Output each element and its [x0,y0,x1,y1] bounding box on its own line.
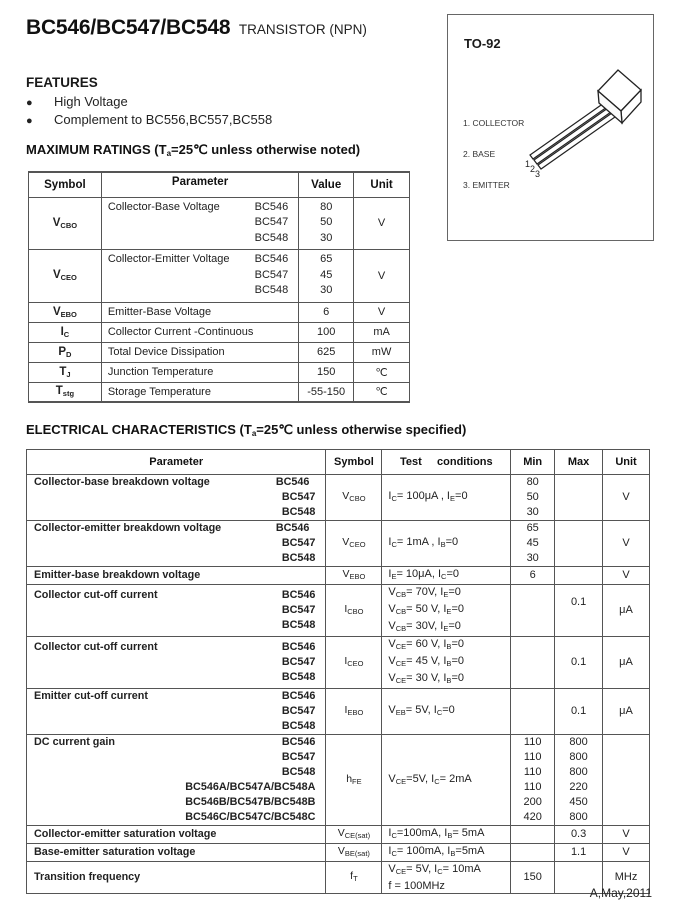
symbol: $I_C$ [29,322,102,342]
table-row [29,342,410,362]
min-value [511,826,555,844]
min-value [511,637,555,689]
table-row [27,826,650,844]
parameter [27,585,326,637]
symbol: $V_{CBO}$ [326,475,382,521]
max-value [555,475,603,521]
col-test-conditions: Test conditions [382,450,511,475]
min-value: 65 45 30 [511,521,555,567]
test-conditions: $I_C= 100mA$, $I_B=5mA$ [382,844,511,862]
max-value: 0.1 [555,637,603,689]
parameter-label: Transition frequency [34,871,141,883]
parameter-line: BC548 [281,552,316,564]
parameter-line: BC547 [281,705,316,717]
table-row [29,382,410,402]
electrical-characteristics-table [26,449,650,894]
svg-text:1: 1 [525,159,531,169]
unit: mA [354,322,410,342]
parameter: Junction Temperature [101,362,298,382]
parameter [27,862,326,894]
table-row [29,362,410,382]
parameter-line: BC548 [281,506,316,518]
table-header-row [29,172,410,197]
table-row [27,689,650,735]
col-symbol: Symbol [29,172,102,197]
parameter [27,521,326,567]
col-parameter: Parameter [27,450,326,475]
parameter-line: Collector-base breakdown voltage BC546 [34,476,310,488]
unit: V [354,250,410,303]
parameter [27,844,326,862]
max-value: 0.1 [555,585,603,637]
max-value: 0.3 [555,826,603,844]
parameter-line: Emitter cut-off current BC546 [34,690,316,702]
table-header-row [27,450,650,475]
parameter-line: DC current gain BC546 [34,736,316,748]
max-value: 0.1 [555,689,603,735]
table-row [27,862,650,894]
symbol: $I_{CEO}$ [326,637,382,689]
parameter-line: BC547 [281,656,316,668]
pin-label-base: 2. BASE [463,149,496,159]
parameter-line: BC548 [281,671,316,683]
parameter: Collector-Base Voltage BC546 BC547 BC548 [101,197,298,250]
parameter-label: Collector-emitter saturation voltage [34,828,217,840]
parameter-line: Collector-emitter breakdown voltage BC546 [34,522,310,534]
unit: V [603,567,650,585]
unit: ℃ [354,362,410,382]
parameter: Total Device Dissipation [101,342,298,362]
test-conditions: $V_{CE}= 5V$, $I_C= 10mA$ f = 100MHz [382,862,511,894]
symbol: $V_{CEO}$ [29,250,102,303]
col-unit: Unit [603,450,650,475]
value: 65 45 30 [299,250,354,303]
parameter-line: BC548 [281,766,316,778]
min-value: 6 [511,567,555,585]
parameter-line: BC548 [281,720,316,732]
value: 100 [299,322,354,342]
to92-transistor-icon [448,15,655,242]
features-heading: FEATURES [26,75,98,90]
table-row [29,302,410,322]
unit: V [603,521,650,567]
unit: V [354,197,410,250]
col-unit: Unit [354,172,410,197]
parameter [27,735,326,826]
test-conditions: $V_{CB}= 70V$, $I_E=0$ $V_{CB}= 50$ V, $I_E=0$ $V_{CB}= 30V$, $I_E=0$ [382,585,511,637]
pin-label-collector: 1. COLLECTOR [463,118,525,128]
bullet-icon: ● [26,115,33,127]
unit [603,735,650,826]
symbol: $T_{stg}$ [29,382,102,402]
feature-item: ● Complement to BC556,BC557,BC558 [26,112,273,127]
revision-date: A,May,2011 [589,886,652,900]
test-conditions: $I_E= 10\mu A$, $I_C=0$ [382,567,511,585]
parameter [27,689,326,735]
min-value [511,689,555,735]
col-parameter: Parameter [101,172,298,197]
parameter-line: BC546A/BC547A/BC548A [185,781,316,793]
unit: MHz [603,862,650,894]
table-row [27,475,650,521]
unit: μA [603,689,650,735]
unit: ℃ [354,382,410,402]
bullet-icon: ● [26,97,33,109]
parameter-line: Collector cut-off current BC546 [34,589,316,601]
table-row [29,322,410,342]
unit: V [603,475,650,521]
parameter: Collector Current -Continuous [101,322,298,342]
symbol: $V_{EBO}$ [326,567,382,585]
parameter: Emitter-Base Voltage [101,302,298,322]
symbol: $V_{EBO}$ [29,302,102,322]
test-conditions: $I_C=100mA$, $I_B= 5mA$ [382,826,511,844]
svg-text:2: 2 [530,164,536,174]
parameter-label: Base-emitter saturation voltage [34,846,196,858]
parameter-line: BC547 [281,537,316,549]
table-row [29,197,410,250]
parameter [27,475,326,521]
symbol: $T_J$ [29,362,102,382]
pin-label-emitter: 3. EMITTER [463,180,510,190]
unit: μA [603,637,650,689]
table-row [27,567,650,585]
symbol: $h_{FE}$ [326,735,382,826]
unit: V [603,844,650,862]
feature-item: ● High Voltage [26,94,128,109]
min-value [511,844,555,862]
symbol: $I_{EBO}$ [326,689,382,735]
parameter: Collector-Emitter Voltage BC546 BC547 BC548 [101,250,298,303]
test-conditions: $V_{EB}= 5V$, $I_C=0$ [382,689,511,735]
table-row [27,735,650,826]
table-row [29,250,410,303]
symbol: $I_{CBO}$ [326,585,382,637]
col-value: Value [299,172,354,197]
table-row [27,521,650,567]
min-value: 150 [511,862,555,894]
parameter-line: Collector cut-off current BC546 [34,641,316,653]
value: 80 50 30 [299,197,354,250]
max-ratings-heading: MAXIMUM RATINGS ($T_a=25℃$ unless otherwise noted) [26,142,361,158]
unit: V [603,826,650,844]
col-max: Max [555,450,603,475]
test-conditions: $V_{CE}= 60$ V, $I_B=0$ $V_{CE}= 45$ V, $I_B=0$ $V_{CE}= 30$ V, $I_B=0$ [382,637,511,689]
max-value: 800 800 800 220 450 800 [555,735,603,826]
max-value [555,521,603,567]
parameter-line: BC547 [281,491,316,503]
package-name: TO-92 [464,36,501,51]
parameter-line: BC546B/BC547B/BC548B [185,796,316,808]
parameter [27,567,326,585]
min-value: 110 110 110 110 200 420 [511,735,555,826]
table-row [27,844,650,862]
min-value [511,585,555,637]
unit: mW [354,342,410,362]
col-symbol: Symbol [326,450,382,475]
table-row [27,637,650,689]
value: 625 [299,342,354,362]
test-conditions: $I_C= 100\mu A$ , $I_E=0$ [382,475,511,521]
table-row [27,585,650,637]
parameter-label: Emitter-base breakdown voltage [34,569,201,581]
symbol: $V_{CBO}$ [29,197,102,250]
parameter-line: BC548 [281,619,316,631]
parameter-line: BC546C/BC547C/BC548C [185,811,316,823]
package-diagram [447,14,654,241]
symbol: $V_{BE(sat)}$ [326,844,382,862]
svg-text:3: 3 [535,169,541,179]
value: 6 [299,302,354,322]
parameter-line: BC547 [281,604,316,616]
test-conditions: $I_C= 1mA$ , $I_B=0$ [382,521,511,567]
unit: μA [603,585,650,637]
max-value [555,567,603,585]
col-min: Min [511,450,555,475]
symbol: $P_D$ [29,342,102,362]
parameter-line: BC547 [281,751,316,763]
parameter [27,826,326,844]
parameter [27,637,326,689]
document-title [26,16,367,40]
max-ratings-table [28,171,410,403]
part-numbers: BC546/BC547/BC548 [26,16,231,39]
value: -55-150 [299,382,354,402]
symbol: $f_T$ [326,862,382,894]
value: 150 [299,362,354,382]
symbol: $V_{CE(sat)}$ [326,826,382,844]
device-type: TRANSISTOR (NPN) [238,22,367,37]
max-value: 1.1 [555,844,603,862]
min-value: 80 50 30 [511,475,555,521]
unit: V [354,302,410,322]
parameter: Storage Temperature [101,382,298,402]
test-conditions: $V_{CE}=5V$, $I_C= 2mA$ [382,735,511,826]
electrical-characteristics-heading: ELECTRICAL CHARACTERISTICS ($T_a=25℃$ unless otherwise specified) [26,422,467,438]
symbol: $V_{CEO}$ [326,521,382,567]
